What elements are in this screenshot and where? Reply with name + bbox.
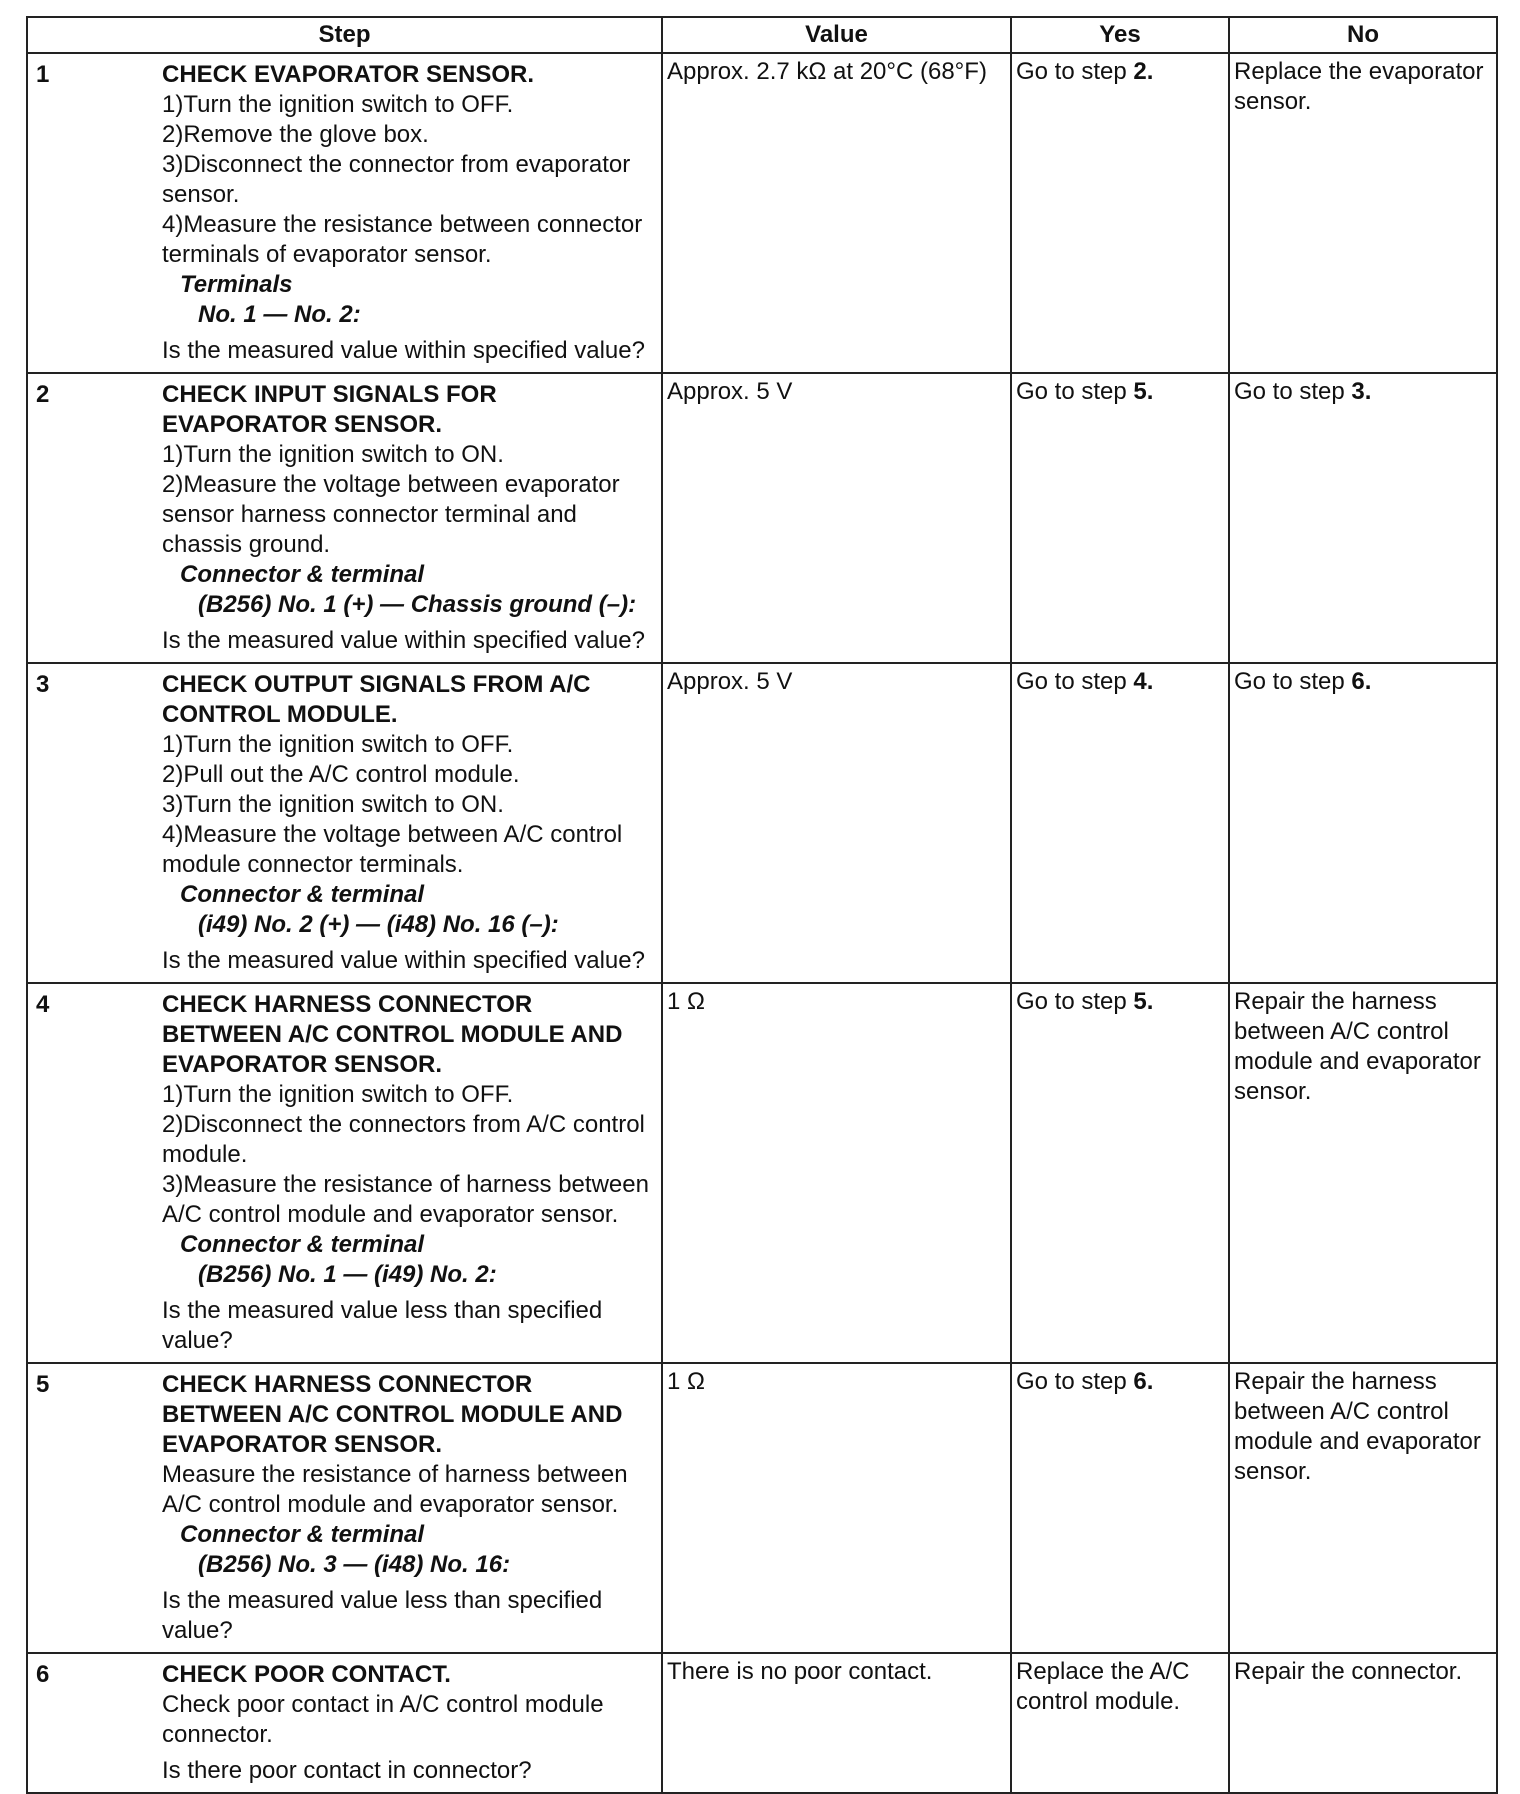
- step-number: 6: [36, 1661, 50, 1688]
- step-number: 4: [36, 991, 50, 1018]
- step-body: [162, 377, 657, 659]
- no-cell: [1229, 983, 1497, 1363]
- spec-label: Connector & terminal: [180, 1231, 425, 1258]
- step-title: CHECK EVAPORATOR SENSOR.: [162, 61, 535, 88]
- step-instruction: Measure the resistance of harness between A/C control module and evaporator sensor.: [162, 1461, 628, 1518]
- step-instruction: 4)Measure the voltage between A/C control module connector terminals.: [162, 821, 623, 878]
- step-instruction: 4)Measure the resistance between connector terminals of evaporator sensor.: [162, 211, 643, 268]
- table-row: [27, 983, 1497, 1363]
- step-instruction: 2)Measure the voltage between evaporator sensor harness connector terminal and chassis ground.: [162, 471, 620, 558]
- spec-value: (B256) No. 1 (+) — Chassis ground (–):: [198, 591, 637, 618]
- spec-label: Connector & terminal: [180, 1521, 425, 1548]
- spec-label: Connector & terminal: [180, 561, 425, 588]
- step-instruction: 2)Remove the glove box.: [162, 121, 429, 148]
- header-step: Step: [27, 17, 662, 53]
- step-number: 1: [36, 61, 50, 88]
- yes-step-ref: 5.: [1133, 378, 1154, 405]
- yes-action: Go to step: [1016, 1368, 1134, 1395]
- table-row: [27, 373, 1497, 663]
- step-question: Is there poor contact in connector?: [162, 1757, 532, 1784]
- yes-action: Replace the A/C control module.: [1016, 1658, 1190, 1715]
- step-instruction: 1)Turn the ignition switch to OFF.: [162, 731, 514, 758]
- step-instruction: 2)Disconnect the connectors from A/C control module.: [162, 1111, 645, 1168]
- step-cell: [27, 1363, 662, 1653]
- no-action: Replace the evaporator sensor.: [1234, 58, 1484, 115]
- step-instruction: 3)Measure the resistance of harness between A/C control module and evaporator sensor.: [162, 1171, 649, 1228]
- spec-value: No. 1 — No. 2:: [198, 301, 361, 328]
- step-cell: [27, 373, 662, 663]
- step-instruction: 1)Turn the ignition switch to OFF.: [162, 91, 514, 118]
- step-body: [162, 987, 657, 1359]
- yes-cell: [1011, 983, 1229, 1363]
- step-title: CHECK HARNESS CONNECTOR BETWEEN A/C CONTROL MODULE AND EVAPORATOR SENSOR.: [162, 991, 623, 1078]
- step-question: Is the measured value less than specified value?: [162, 1587, 603, 1644]
- table-row: [27, 1363, 1497, 1653]
- step-title: CHECK INPUT SIGNALS FOR EVAPORATOR SENSOR.: [162, 381, 497, 438]
- spec-value: (i49) No. 2 (+) — (i48) No. 16 (–):: [198, 911, 559, 938]
- value-cell: There is no poor contact.: [662, 1653, 1011, 1793]
- no-cell: [1229, 1363, 1497, 1653]
- step-number: 3: [36, 671, 50, 698]
- step-number: 5: [36, 1371, 50, 1398]
- yes-action: Go to step: [1016, 58, 1134, 85]
- step-question: Is the measured value less than specified value?: [162, 1297, 603, 1354]
- yes-action: Go to step: [1016, 668, 1134, 695]
- value-cell: Approx. 5 V: [662, 663, 1011, 983]
- step-instruction: 1)Turn the ignition switch to ON.: [162, 441, 504, 468]
- step-cell: [27, 53, 662, 373]
- step-question: Is the measured value within specified value?: [162, 947, 645, 974]
- yes-step-ref: 2.: [1133, 58, 1154, 85]
- value-cell: 1 Ω: [662, 983, 1011, 1363]
- yes-action: Go to step: [1016, 988, 1134, 1015]
- step-title: CHECK POOR CONTACT.: [162, 1661, 451, 1688]
- step-title: CHECK OUTPUT SIGNALS FROM A/C CONTROL MODULE.: [162, 671, 591, 728]
- header-yes: Yes: [1011, 17, 1229, 53]
- yes-cell: [1011, 373, 1229, 663]
- step-question: Is the measured value within specified value?: [162, 627, 645, 654]
- table-row: [27, 53, 1497, 373]
- header-no: No: [1229, 17, 1497, 53]
- value-cell: Approx. 5 V: [662, 373, 1011, 663]
- no-action: Repair the harness between A/C control module and evaporator sensor.: [1234, 1368, 1481, 1485]
- no-step-ref: 3.: [1351, 378, 1372, 405]
- table-row: [27, 1653, 1497, 1793]
- step-body: [162, 1657, 657, 1789]
- step-body: [162, 1367, 657, 1649]
- value-cell: Approx. 2.7 kΩ at 20°C (68°F): [662, 53, 1011, 373]
- diagnostic-table: [26, 16, 1498, 1794]
- step-body: [162, 57, 657, 369]
- step-cell: [27, 1653, 662, 1793]
- step-cell: [27, 663, 662, 983]
- spec-value: (B256) No. 1 — (i49) No. 2:: [198, 1261, 497, 1288]
- spec-value: (B256) No. 3 — (i48) No. 16:: [198, 1551, 511, 1578]
- no-cell: [1229, 663, 1497, 983]
- step-instruction: 3)Disconnect the connector from evaporator sensor.: [162, 151, 631, 208]
- header-value: Value: [662, 17, 1011, 53]
- step-instruction: Check poor contact in A/C control module connector.: [162, 1691, 604, 1748]
- yes-action: Go to step: [1016, 378, 1134, 405]
- value-cell: 1 Ω: [662, 1363, 1011, 1653]
- spec-label: Connector & terminal: [180, 881, 425, 908]
- yes-step-ref: 5.: [1133, 988, 1154, 1015]
- yes-cell: [1011, 1363, 1229, 1653]
- step-question: Is the measured value within specified value?: [162, 337, 645, 364]
- yes-cell: [1011, 53, 1229, 373]
- header-row: [27, 17, 1497, 53]
- step-instruction: 2)Pull out the A/C control module.: [162, 761, 520, 788]
- step-title: CHECK HARNESS CONNECTOR BETWEEN A/C CONTROL MODULE AND EVAPORATOR SENSOR.: [162, 1371, 623, 1458]
- no-cell: [1229, 1653, 1497, 1793]
- step-cell: [27, 983, 662, 1363]
- yes-cell: [1011, 1653, 1229, 1793]
- yes-step-ref: 4.: [1133, 668, 1154, 695]
- no-action: Go to step: [1234, 668, 1352, 695]
- no-cell: [1229, 53, 1497, 373]
- no-action: Repair the harness between A/C control module and evaporator sensor.: [1234, 988, 1481, 1105]
- no-action: Repair the connector.: [1234, 1658, 1463, 1685]
- step-instruction: 1)Turn the ignition switch to OFF.: [162, 1081, 514, 1108]
- spec-label: Terminals: [180, 271, 293, 298]
- no-action: Go to step: [1234, 378, 1352, 405]
- no-step-ref: 6.: [1351, 668, 1372, 695]
- yes-cell: [1011, 663, 1229, 983]
- step-number: 2: [36, 381, 50, 408]
- step-body: [162, 667, 657, 979]
- step-instruction: 3)Turn the ignition switch to ON.: [162, 791, 504, 818]
- table-row: [27, 663, 1497, 983]
- page: [26, 16, 1496, 1794]
- yes-step-ref: 6.: [1133, 1368, 1154, 1395]
- no-cell: [1229, 373, 1497, 663]
